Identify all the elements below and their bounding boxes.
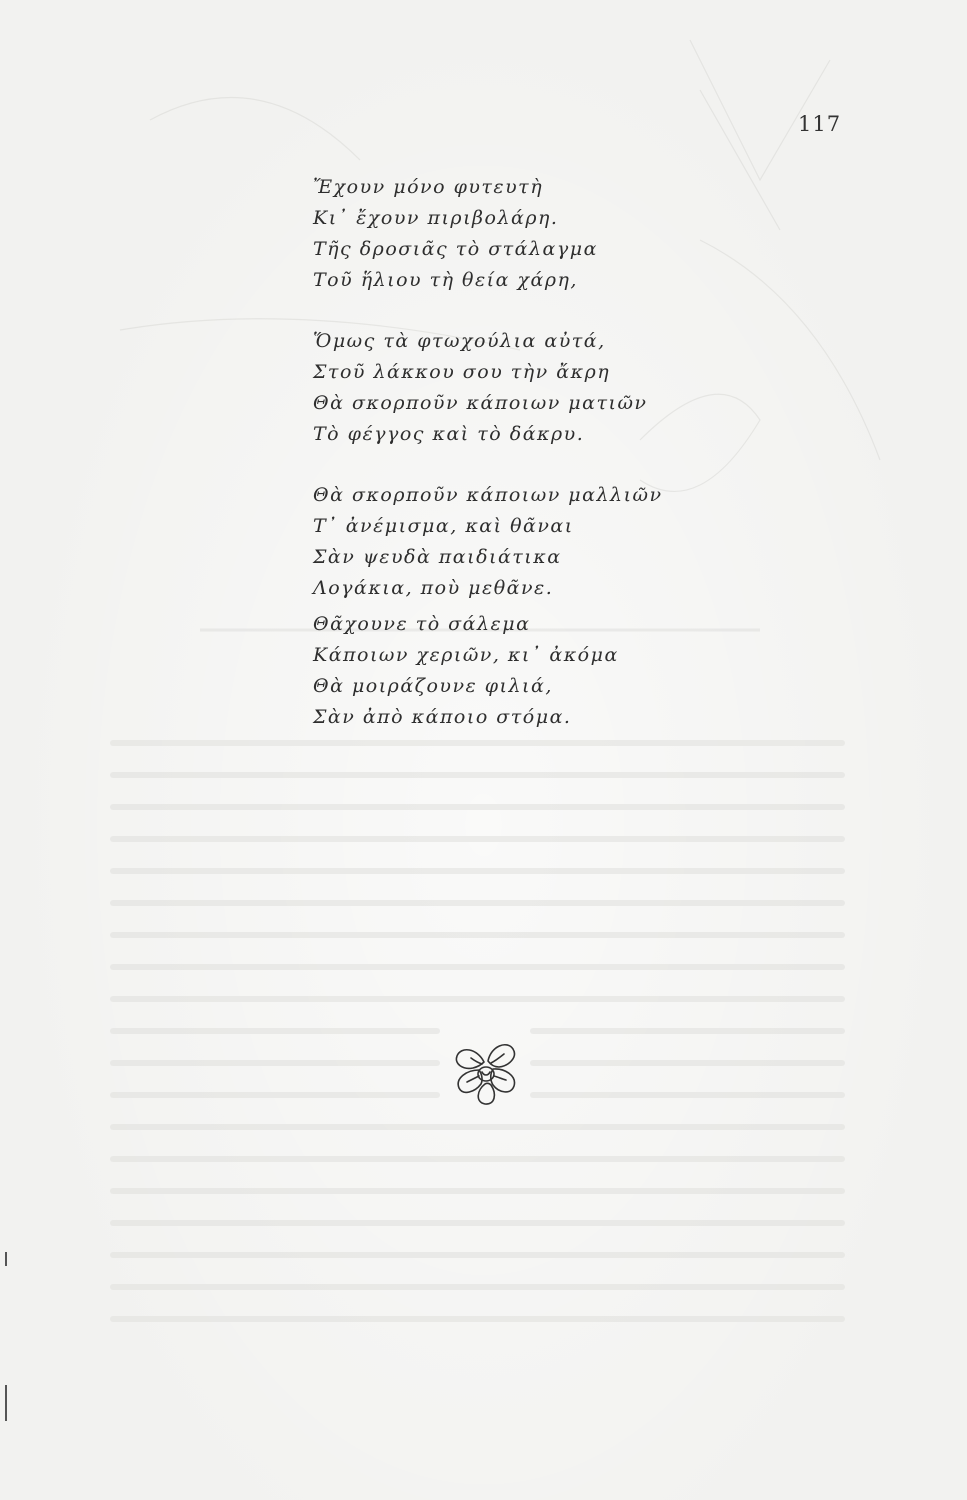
margin-mark [5,1385,7,1421]
poem-line: Σὰν ἀπὸ κάποιο στόμα. [313,706,572,728]
poem-line: Κι᾽ ἔχουν πιριβολάρη. [313,207,559,229]
poem-line: Στοῦ λάκκου σου τὴν ἄκρη [313,361,611,383]
poem-line: Τοῦ ἥλιου τὴ θεία χάρη, [313,269,578,291]
poem-line: Θᾶχουνε τὸ σάλεμα [313,613,531,635]
poem-line: Θὰ μοιράζουνε φιλιά, [313,675,553,697]
poem-line: Τ᾽ ἀνέμισμα, καὶ θᾶναι [313,515,574,537]
stanza-2 [313,326,663,450]
poem-line: Θὰ σκορποῦν κάποιων ματιῶν [313,392,648,414]
margin-mark [5,1252,7,1266]
poem-line: Κάποιων χεριῶν, κι᾽ ἀκόμα [313,644,619,666]
stanza-1 [313,172,663,296]
poem [313,172,663,763]
poem-line: Σὰν ψευδὰ παιδιάτικα [313,546,562,568]
page-number: 117 [798,112,842,136]
flower-ornament-icon [451,1034,521,1108]
poem-line: Θὰ σκορποῦν κάποιων μαλλιῶν [313,484,663,506]
poem-line: Τὸ φέγγος καὶ τὸ δάκρυ. [313,423,585,445]
poem-line: Λογάκια, ποὺ μεθᾶνε. [313,577,554,599]
poem-line: Τῆς δροσιᾶς τὸ στάλαγμα [313,238,598,260]
stanza-4 [313,609,663,733]
poem-line: Ἔχουν μόνο φυτευτὴ [313,176,544,198]
stanza-3 [313,480,663,604]
poem-line: Ὅμως τὰ φτωχούλια αὐτά, [313,330,606,352]
